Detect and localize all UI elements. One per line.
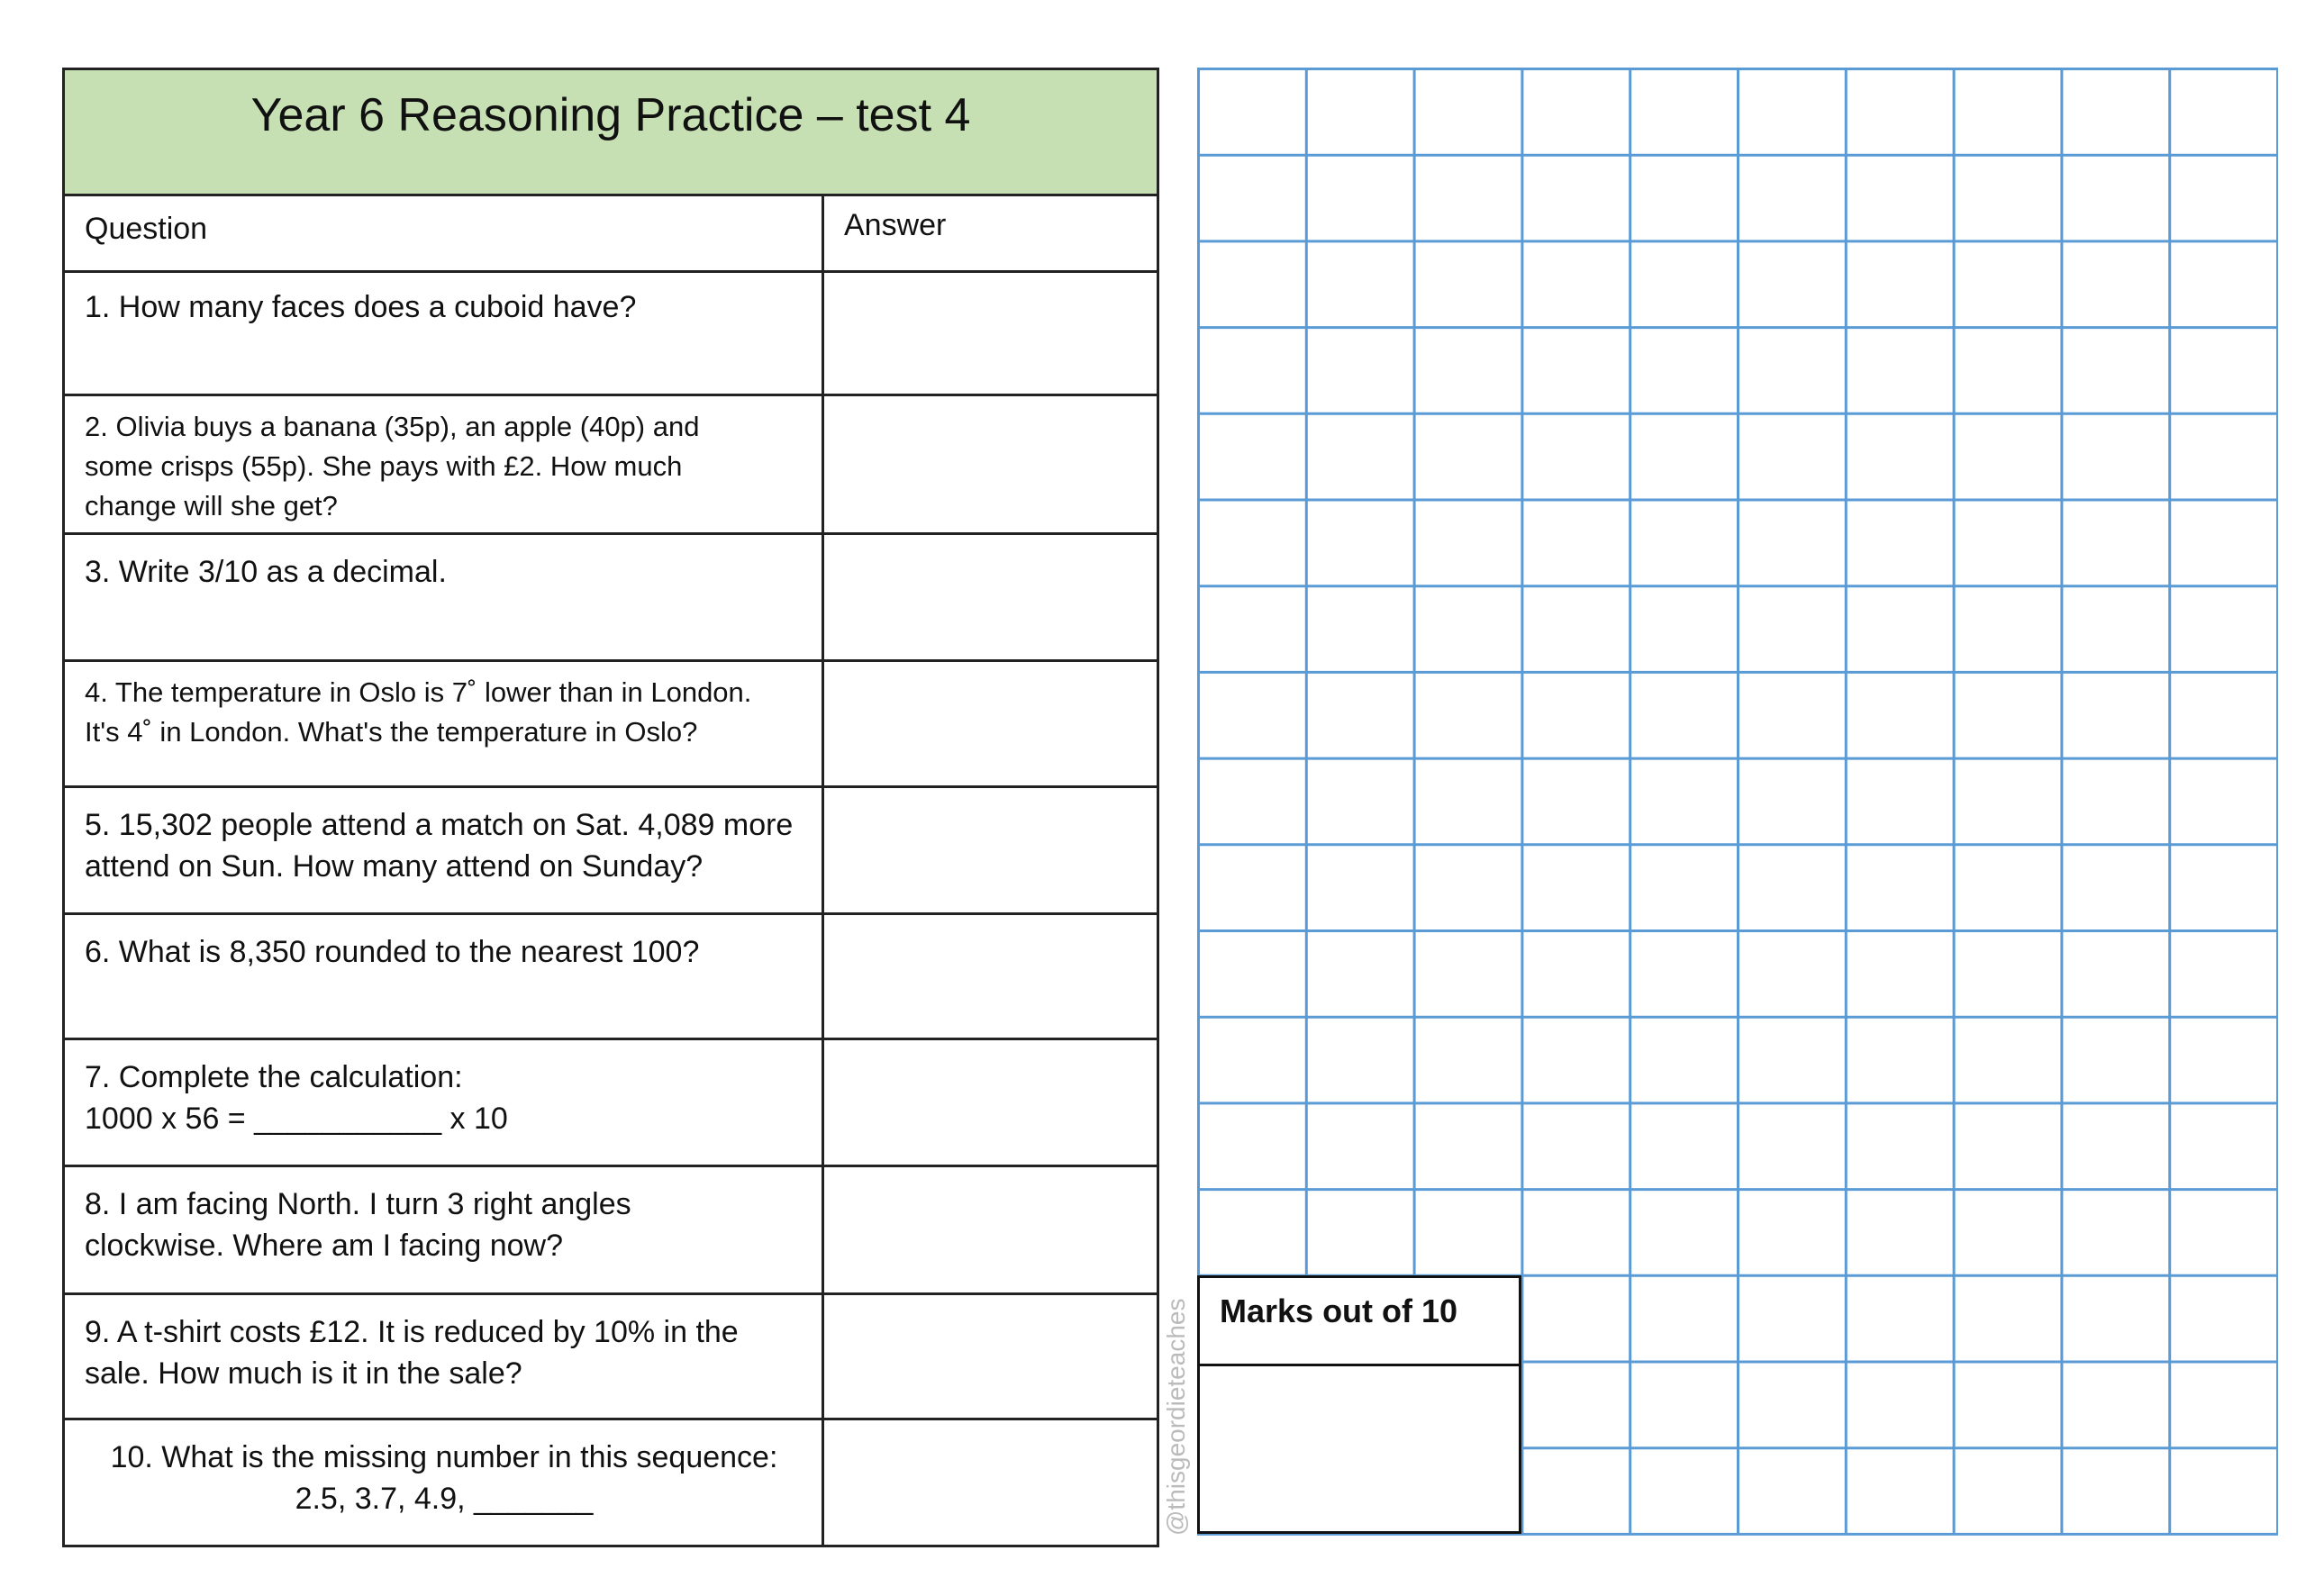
marks-label: Marks out of 10: [1200, 1278, 1519, 1366]
question-text: 4. The temperature in Oslo is 7˚ lower than in London. It's 4˚ in London. What's the temperature in Oslo?: [65, 662, 824, 785]
question-text: 3. Write 3/10 as a decimal.: [65, 535, 824, 659]
question-text: 2. Olivia buys a banana (35p), an apple (40p) and some crisps (55p). She pays with £2. How much change will she get?: [65, 396, 824, 532]
table-row: [65, 270, 1157, 396]
table-header-row: [65, 194, 1157, 273]
marks-box: [1197, 1275, 1521, 1534]
table-row: [65, 396, 1157, 535]
table-row: [65, 662, 1157, 788]
table-row: [65, 535, 1157, 662]
question-text: 1. How many faces does a cuboid have?: [65, 270, 824, 394]
answer-cell[interactable]: [824, 1420, 1157, 1573]
question-header: Question: [65, 194, 824, 270]
question-text: 7. Complete the calculation: 1000 x 56 = ___________ x 10: [65, 1040, 824, 1165]
question-text: 9. A t-shirt costs £12. It is reduced by 10% in the sale. How much is it in the sale?: [65, 1295, 824, 1418]
answer-header: Answer: [844, 208, 947, 242]
table-row: [65, 788, 1157, 915]
watermark: @thisgeordieteaches: [1162, 1298, 1190, 1536]
table-row: [65, 1167, 1157, 1295]
answer-cell[interactable]: [824, 396, 1157, 558]
table-row: [65, 1420, 1157, 1547]
question-text: 8. I am facing North. I turn 3 right angles clockwise. Where am I facing now?: [65, 1167, 824, 1292]
table-row: [65, 915, 1157, 1040]
question-text: 5. 15,302 people attend a match on Sat. 4,089 more attend on Sun. How many attend on Sunday?: [65, 788, 824, 912]
table-row: [65, 1040, 1157, 1167]
question-text: 10. What is the missing number in this sequence: 2.5, 3.7, 4.9, _______: [65, 1420, 824, 1547]
table-row: [65, 1295, 1157, 1420]
page-title: Year 6 Reasoning Practice – test 4: [65, 70, 1157, 196]
marks-input-area[interactable]: [1200, 1366, 1519, 1531]
question-text: 6. What is 8,350 rounded to the nearest 100?: [65, 915, 824, 1038]
question-table: [62, 68, 1159, 1547]
